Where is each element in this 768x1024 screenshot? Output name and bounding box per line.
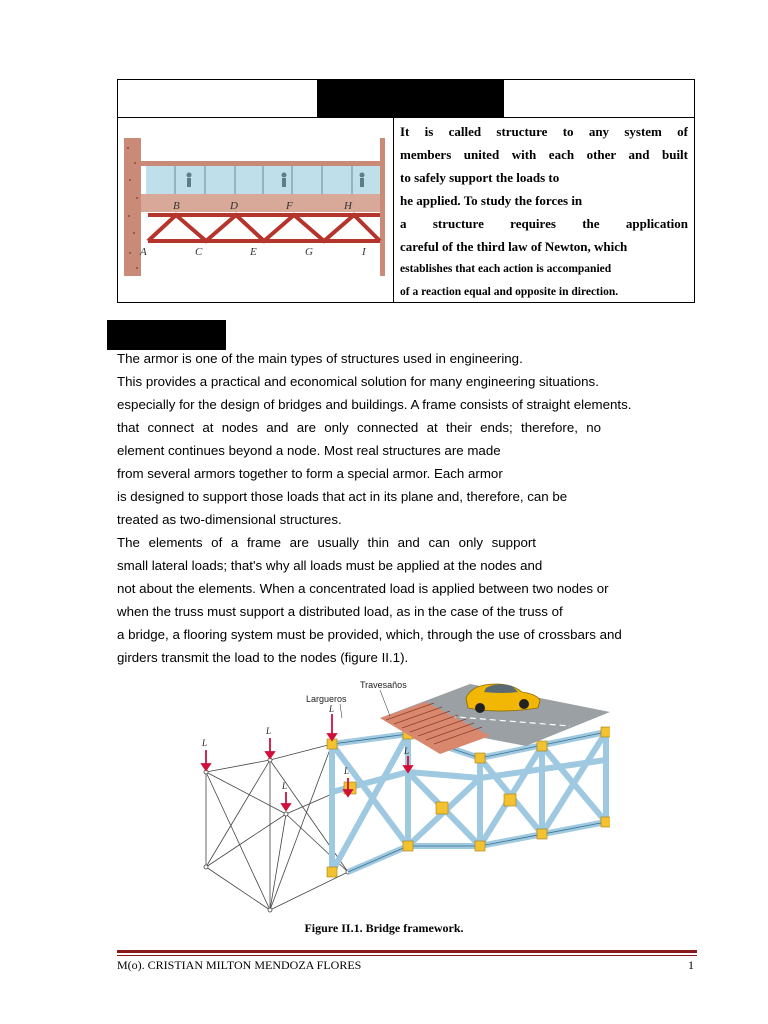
definition-table bbox=[117, 79, 695, 303]
body-line: small lateral loads; that's why all loads must be applied at the nodes and bbox=[117, 558, 543, 573]
definition-line: to safely support the loads to bbox=[400, 170, 560, 185]
walkway-roof bbox=[141, 161, 380, 166]
load-label: L bbox=[282, 781, 288, 791]
footer-author: M(o). CRISTIAN MILTON MENDOZA FLORES bbox=[117, 958, 362, 972]
label-stringers: Largueros bbox=[306, 694, 347, 704]
label-crossbars: Travesaños bbox=[360, 680, 407, 690]
load-label: L bbox=[344, 766, 350, 776]
node-label-d: D bbox=[230, 200, 238, 212]
footer-rule-thick bbox=[117, 950, 697, 953]
load-label: L bbox=[404, 746, 410, 756]
node-label-e: E bbox=[250, 246, 257, 258]
load-label: L bbox=[266, 726, 272, 736]
body-line: treated as two-dimensional structures. bbox=[117, 512, 342, 527]
pedestrian-bridge-figure bbox=[118, 118, 394, 303]
definition-line: he applied. To study the forces in bbox=[400, 193, 583, 208]
node-label-a: A bbox=[140, 246, 147, 258]
node-label-f: F bbox=[286, 200, 293, 212]
redacted-section-heading bbox=[107, 320, 226, 350]
node-label-c: C bbox=[195, 246, 203, 258]
load-label: L bbox=[202, 738, 208, 748]
steel-truss bbox=[332, 732, 606, 872]
table-header-row bbox=[118, 80, 694, 118]
body-line: is designed to support those loads that act in its plane and, therefore, can be bbox=[117, 489, 568, 504]
truss-members bbox=[148, 215, 380, 241]
body-line: especially for the design of bridges and buildings. A frame consists of straight elements. bbox=[117, 397, 632, 412]
definition-line: establishes that each action is accompanied bbox=[400, 263, 612, 275]
page-number: 1 bbox=[688, 958, 694, 972]
body-line: a bridge, a flooring system must be provided, which, through the use of crossbars and bbox=[117, 627, 622, 642]
right-post bbox=[380, 138, 385, 276]
node-label-i: I bbox=[362, 246, 366, 258]
pedestrian-bridge-diagram bbox=[118, 118, 394, 303]
body-line: The elements of a frame are usually thin and can only support bbox=[117, 535, 536, 550]
definition-line: of a reaction equal and opposite in direction. bbox=[400, 286, 619, 298]
body-paragraph bbox=[117, 347, 665, 669]
body-line: The armor is one of the main types of structures used in engineering. bbox=[117, 351, 523, 366]
footer-rule-thin bbox=[117, 955, 697, 956]
load-label: L bbox=[329, 704, 335, 714]
body-line: when the truss must support a distributed load, as in the case of the truss of bbox=[117, 604, 563, 619]
bridge-framework-diagram bbox=[190, 674, 610, 914]
definition-line: careful of the third law of Newton, which bbox=[400, 239, 628, 254]
node-label-g: G bbox=[305, 246, 313, 258]
body-line: not about the elements. When a concentrated load is applied between two nodes or bbox=[117, 581, 609, 596]
definition-text bbox=[394, 118, 694, 303]
bridge-framework-figure bbox=[190, 674, 610, 914]
body-line: This provides a practical and economical solution for many engineering situations. bbox=[117, 374, 599, 389]
node-label-h: H bbox=[344, 200, 352, 212]
wireframe-truss bbox=[206, 734, 408, 910]
left-wall bbox=[124, 138, 141, 276]
body-line: from several armors together to form a special armor. Each armor bbox=[117, 466, 503, 481]
figure-caption: Figure II.1. Bridge framework. bbox=[304, 921, 464, 935]
redacted-title-block bbox=[317, 80, 504, 118]
load-arrows bbox=[201, 704, 412, 810]
definition-line: members united with each other and built bbox=[400, 147, 688, 162]
definition-line: It is called structure to any system of bbox=[400, 124, 688, 139]
node-label-b: B bbox=[173, 200, 180, 212]
body-line: element continues beyond a node. Most real structures are made bbox=[117, 443, 501, 458]
car-icon bbox=[466, 684, 540, 713]
definition-line: a structure requires the application bbox=[400, 216, 688, 231]
body-line: girders transmit the load to the nodes (figure II.1). bbox=[117, 650, 409, 665]
body-line: that connect at nodes and are only connected at their ends; therefore, no bbox=[117, 420, 601, 435]
